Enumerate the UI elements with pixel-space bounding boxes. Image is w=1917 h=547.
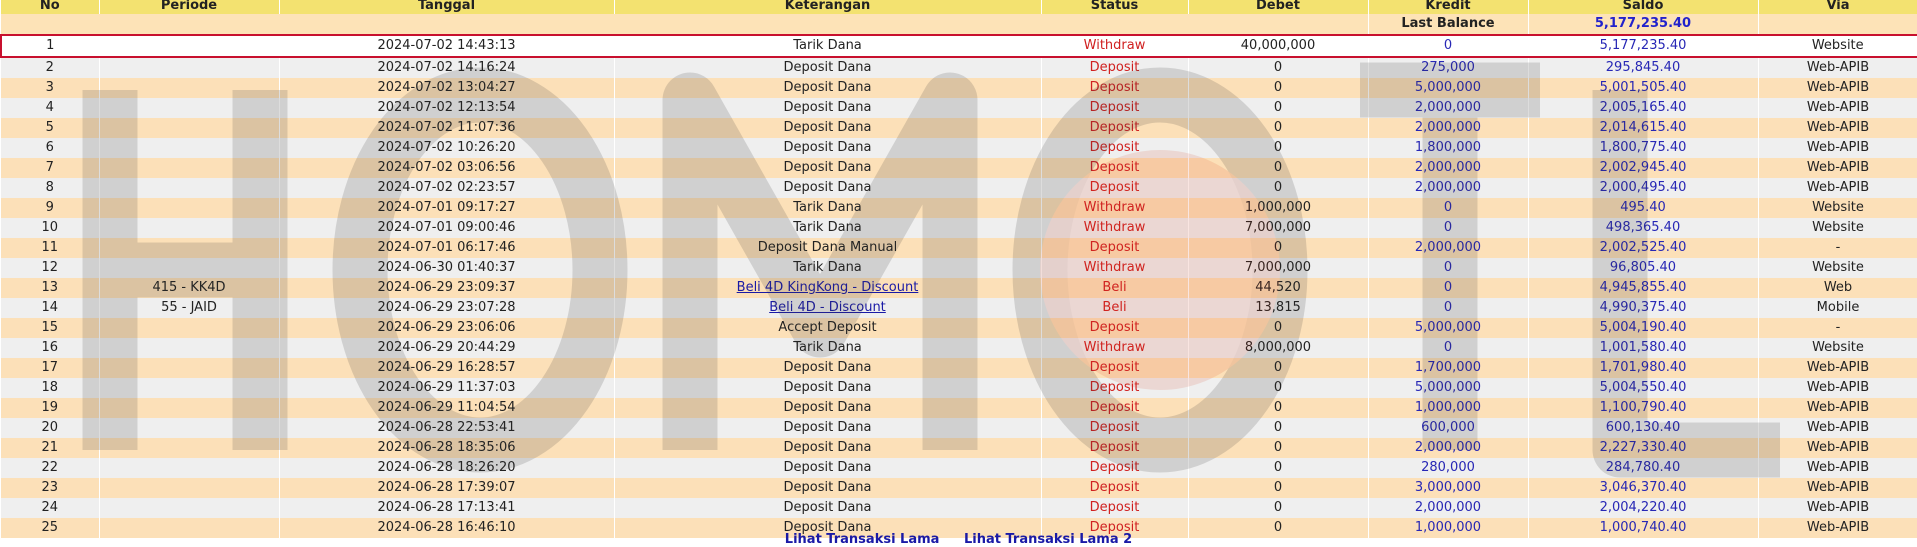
cell-tanggal: 2024-06-28 18:26:20 [279, 458, 614, 478]
cell-keterangan: Tarik Dana [614, 198, 1041, 218]
cell-tanggal: 2024-06-28 16:46:10 [279, 518, 614, 538]
last-balance-value: 5,177,235.40 [1528, 14, 1758, 35]
cell-status: Withdraw [1041, 198, 1188, 218]
cell-keterangan: Deposit Dana [614, 458, 1041, 478]
cell-saldo: 2,005,165.40 [1528, 98, 1758, 118]
cell-keterangan: Deposit Dana Manual [614, 238, 1041, 258]
cell-tanggal: 2024-07-02 12:13:54 [279, 98, 614, 118]
cell-no: 13 [1, 278, 99, 298]
cell-kredit: 0 [1368, 298, 1528, 318]
cell-periode [99, 238, 279, 258]
col-header-tanggal: Tanggal [279, 0, 614, 14]
cell-status: Deposit [1041, 158, 1188, 178]
cell-no: 3 [1, 78, 99, 98]
cell-periode [99, 498, 279, 518]
cell-no: 10 [1, 218, 99, 238]
cell-no: 5 [1, 118, 99, 138]
cell-tanggal: 2024-07-02 03:06:56 [279, 158, 614, 178]
cell-status: Deposit [1041, 518, 1188, 538]
cell-periode [99, 198, 279, 218]
cell-debet: 0 [1188, 57, 1368, 78]
cell-periode [99, 258, 279, 278]
cell-tanggal: 2024-06-29 20:44:29 [279, 338, 614, 358]
cell-no: 19 [1, 398, 99, 418]
cell-no: 24 [1, 498, 99, 518]
cell-status: Withdraw [1041, 35, 1188, 57]
cell-periode [99, 338, 279, 358]
cell-no: 20 [1, 418, 99, 438]
cell-periode [99, 158, 279, 178]
table-row [1, 358, 1917, 378]
last-balance-row [1, 14, 1917, 35]
cell-saldo: 4,990,375.40 [1528, 298, 1758, 318]
cell-saldo: 600,130.40 [1528, 418, 1758, 438]
cell-periode [99, 35, 279, 57]
cell-status: Deposit [1041, 118, 1188, 138]
cell-debet: 0 [1188, 358, 1368, 378]
cell-debet: 0 [1188, 378, 1368, 398]
cell-debet: 7,000,000 [1188, 258, 1368, 278]
cell-keterangan: Deposit Dana [614, 478, 1041, 498]
cell-keterangan: Tarik Dana [614, 338, 1041, 358]
cell-status: Withdraw [1041, 338, 1188, 358]
cell-kredit: 3,000,000 [1368, 478, 1528, 498]
cell-tanggal: 2024-06-29 11:04:54 [279, 398, 614, 418]
table-row [1, 478, 1917, 498]
cell-saldo: 96,805.40 [1528, 258, 1758, 278]
cell-kredit: 2,000,000 [1368, 118, 1528, 138]
cell-debet: 0 [1188, 438, 1368, 458]
cell-status: Deposit [1041, 418, 1188, 438]
cell-keterangan [614, 298, 1041, 318]
cell-via: Website [1758, 198, 1917, 218]
cell-debet: 40,000,000 [1188, 35, 1368, 57]
table-row [1, 218, 1917, 238]
cell-status: Beli [1041, 298, 1188, 318]
cell-tanggal: 2024-06-28 17:39:07 [279, 478, 614, 498]
cell-status: Deposit [1041, 318, 1188, 338]
cell-debet: 1,000,000 [1188, 198, 1368, 218]
cell-no: 21 [1, 438, 99, 458]
cell-debet: 0 [1188, 158, 1368, 178]
cell-tanggal: 2024-06-29 16:28:57 [279, 358, 614, 378]
cell-no: 12 [1, 258, 99, 278]
cell-keterangan: Deposit Dana [614, 378, 1041, 398]
cell-keterangan: Deposit Dana [614, 138, 1041, 158]
cell-no: 23 [1, 478, 99, 498]
cell-status: Deposit [1041, 57, 1188, 78]
cell-debet: 0 [1188, 498, 1368, 518]
cell-no: 4 [1, 98, 99, 118]
cell-keterangan [614, 278, 1041, 298]
table-row [1, 298, 1917, 318]
cell-via: - [1758, 238, 1917, 258]
cell-tanggal: 2024-07-01 09:17:27 [279, 198, 614, 218]
cell-keterangan: Deposit Dana [614, 518, 1041, 538]
cell-status: Deposit [1041, 458, 1188, 478]
cell-via: Web-APIB [1758, 78, 1917, 98]
cell-status: Beli [1041, 278, 1188, 298]
cell-kredit: 5,000,000 [1368, 318, 1528, 338]
cell-via: Web-APIB [1758, 118, 1917, 138]
table-row [1, 498, 1917, 518]
cell-via: Web [1758, 278, 1917, 298]
cell-periode [99, 378, 279, 398]
cell-saldo: 1,701,980.40 [1528, 358, 1758, 378]
cell-tanggal: 2024-06-28 17:13:41 [279, 498, 614, 518]
cell-kredit: 0 [1368, 218, 1528, 238]
cell-keterangan: Deposit Dana [614, 158, 1041, 178]
cell-kredit: 5,000,000 [1368, 78, 1528, 98]
cell-keterangan: Deposit Dana [614, 498, 1041, 518]
cell-kredit: 1,000,000 [1368, 518, 1528, 538]
cell-periode [99, 57, 279, 78]
cell-saldo: 295,845.40 [1528, 57, 1758, 78]
cell-via: Web-APIB [1758, 98, 1917, 118]
table-row [1, 338, 1917, 358]
cell-keterangan: Deposit Dana [614, 57, 1041, 78]
cell-no: 8 [1, 178, 99, 198]
table-row [1, 35, 1917, 57]
cell-no: 15 [1, 318, 99, 338]
table-row [1, 258, 1917, 278]
cell-periode [99, 418, 279, 438]
cell-via: Web-APIB [1758, 458, 1917, 478]
cell-kredit: 1,700,000 [1368, 358, 1528, 378]
cell-saldo: 1,100,790.40 [1528, 398, 1758, 418]
col-header-keterangan: Keterangan [614, 0, 1041, 14]
table-row [1, 398, 1917, 418]
cell-no: 14 [1, 298, 99, 318]
cell-saldo: 3,046,370.40 [1528, 478, 1758, 498]
cell-keterangan: Deposit Dana [614, 118, 1041, 138]
cell-kredit: 5,000,000 [1368, 378, 1528, 398]
link-old-transactions-2[interactable]: Lihat Transaksi Lama 2 [963, 532, 1133, 547]
cell-keterangan: Deposit Dana [614, 418, 1041, 438]
cell-via: Web-APIB [1758, 138, 1917, 158]
last-balance-label: Last Balance [1368, 14, 1528, 35]
cell-status: Withdraw [1041, 218, 1188, 238]
cell-saldo: 495.40 [1528, 198, 1758, 218]
cell-tanggal: 2024-06-30 01:40:37 [279, 258, 614, 278]
cell-debet: 0 [1188, 318, 1368, 338]
cell-via: Website [1758, 338, 1917, 358]
cell-tanggal: 2024-07-02 14:16:24 [279, 57, 614, 78]
cell-no: 25 [1, 518, 99, 538]
cell-kredit: 2,000,000 [1368, 238, 1528, 258]
cell-kredit: 0 [1368, 258, 1528, 278]
cell-via: Web-APIB [1758, 358, 1917, 378]
cell-periode [99, 478, 279, 498]
cell-via: Website [1758, 218, 1917, 238]
cell-keterangan: Accept Deposit [614, 318, 1041, 338]
table-row [1, 158, 1917, 178]
table-row [1, 378, 1917, 398]
col-header-debet: Debet [1188, 0, 1368, 14]
cell-no: 2 [1, 57, 99, 78]
table-row [1, 438, 1917, 458]
cell-status: Deposit [1041, 138, 1188, 158]
cell-periode [99, 318, 279, 338]
col-header-status: Status [1041, 0, 1188, 14]
cell-status: Deposit [1041, 238, 1188, 258]
transaction-link[interactable]: Beli 4D KingKong - Discount [736, 280, 919, 295]
cell-periode [99, 138, 279, 158]
table-row [1, 78, 1917, 98]
cell-tanggal: 2024-06-29 23:07:28 [279, 298, 614, 318]
cell-kredit: 2,000,000 [1368, 498, 1528, 518]
cell-saldo: 1,000,740.40 [1528, 518, 1758, 538]
cell-tanggal: 2024-07-02 13:04:27 [279, 78, 614, 98]
cell-kredit: 1,800,000 [1368, 138, 1528, 158]
cell-keterangan: Deposit Dana [614, 78, 1041, 98]
cell-kredit: 600,000 [1368, 418, 1528, 438]
table-row [1, 318, 1917, 338]
table-header-row [1, 0, 1917, 14]
cell-periode [99, 78, 279, 98]
col-header-kredit: Kredit [1368, 0, 1528, 14]
cell-via: - [1758, 318, 1917, 338]
cell-saldo: 1,001,580.40 [1528, 338, 1758, 358]
cell-tanggal: 2024-07-02 14:43:13 [279, 35, 614, 57]
table-row [1, 238, 1917, 258]
cell-via: Web-APIB [1758, 438, 1917, 458]
cell-saldo: 2,004,220.40 [1528, 498, 1758, 518]
cell-no: 9 [1, 198, 99, 218]
cell-tanggal: 2024-06-29 23:06:06 [279, 318, 614, 338]
cell-kredit: 0 [1368, 198, 1528, 218]
cell-tanggal: 2024-06-28 22:53:41 [279, 418, 614, 438]
cell-no: 7 [1, 158, 99, 178]
cell-periode [99, 118, 279, 138]
cell-via: Web-APIB [1758, 178, 1917, 198]
cell-status: Deposit [1041, 358, 1188, 378]
cell-no: 22 [1, 458, 99, 478]
table-row [1, 98, 1917, 118]
cell-tanggal: 2024-07-02 11:07:36 [279, 118, 614, 138]
cell-debet: 7,000,000 [1188, 218, 1368, 238]
cell-kredit: 275,000 [1368, 57, 1528, 78]
cell-status: Deposit [1041, 478, 1188, 498]
cell-keterangan: Deposit Dana [614, 358, 1041, 378]
col-header-no: No [1, 0, 99, 14]
table-row [1, 458, 1917, 478]
col-header-periode: Periode [99, 0, 279, 14]
cell-debet: 8,000,000 [1188, 338, 1368, 358]
cell-debet: 0 [1188, 418, 1368, 438]
transaction-link[interactable]: Beli 4D - Discount [769, 300, 886, 315]
cell-status: Deposit [1041, 378, 1188, 398]
cell-debet: 0 [1188, 78, 1368, 98]
cell-tanggal: 2024-06-29 23:09:37 [279, 278, 614, 298]
cell-via: Web-APIB [1758, 378, 1917, 398]
cell-keterangan: Deposit Dana [614, 178, 1041, 198]
cell-no: 18 [1, 378, 99, 398]
cell-no: 1 [1, 35, 99, 57]
cell-status: Deposit [1041, 498, 1188, 518]
table-row [1, 138, 1917, 158]
cell-tanggal: 2024-06-29 11:37:03 [279, 378, 614, 398]
cell-periode: 55 - JAID [99, 298, 279, 318]
cell-tanggal: 2024-06-28 18:35:06 [279, 438, 614, 458]
cell-saldo: 4,945,855.40 [1528, 278, 1758, 298]
cell-kredit: 0 [1368, 338, 1528, 358]
table-row [1, 57, 1917, 78]
cell-tanggal: 2024-07-01 06:17:46 [279, 238, 614, 258]
cell-debet: 0 [1188, 398, 1368, 418]
cell-status: Deposit [1041, 178, 1188, 198]
cell-status: Deposit [1041, 398, 1188, 418]
cell-debet: 0 [1188, 118, 1368, 138]
cell-saldo: 2,000,495.40 [1528, 178, 1758, 198]
cell-tanggal: 2024-07-02 02:23:57 [279, 178, 614, 198]
cell-saldo: 5,001,505.40 [1528, 78, 1758, 98]
cell-periode [99, 178, 279, 198]
table-row [1, 198, 1917, 218]
cell-periode [99, 358, 279, 378]
cell-debet: 0 [1188, 518, 1368, 538]
cell-periode [99, 398, 279, 418]
cell-debet: 0 [1188, 458, 1368, 478]
cell-tanggal: 2024-07-01 09:00:46 [279, 218, 614, 238]
cell-keterangan: Deposit Dana [614, 98, 1041, 118]
cell-no: 11 [1, 238, 99, 258]
cell-saldo: 2,227,330.40 [1528, 438, 1758, 458]
cell-kredit: 280,000 [1368, 458, 1528, 478]
cell-saldo: 1,800,775.40 [1528, 138, 1758, 158]
cell-saldo: 2,002,945.40 [1528, 158, 1758, 178]
cell-saldo: 5,004,550.40 [1528, 378, 1758, 398]
cell-keterangan: Tarik Dana [614, 35, 1041, 57]
table-row [1, 278, 1917, 298]
cell-kredit: 1,000,000 [1368, 398, 1528, 418]
cell-no: 6 [1, 138, 99, 158]
cell-debet: 0 [1188, 478, 1368, 498]
cell-keterangan: Tarik Dana [614, 258, 1041, 278]
link-old-transactions[interactable]: Lihat Transaksi Lama [784, 532, 940, 547]
table-row [1, 418, 1917, 438]
cell-status: Deposit [1041, 438, 1188, 458]
col-header-via: Via [1758, 0, 1917, 14]
cell-via: Website [1758, 35, 1917, 57]
cell-via: Web-APIB [1758, 518, 1917, 538]
cell-status: Deposit [1041, 78, 1188, 98]
cell-via: Web-APIB [1758, 418, 1917, 438]
cell-periode [99, 438, 279, 458]
cell-kredit: 0 [1368, 35, 1528, 57]
table-row [1, 178, 1917, 198]
cell-via: Web-APIB [1758, 478, 1917, 498]
cell-via: Website [1758, 258, 1917, 278]
cell-keterangan: Tarik Dana [614, 218, 1041, 238]
cell-status: Withdraw [1041, 258, 1188, 278]
cell-no: 17 [1, 358, 99, 378]
cell-debet: 0 [1188, 138, 1368, 158]
cell-kredit: 0 [1368, 278, 1528, 298]
cell-saldo: 5,177,235.40 [1528, 35, 1758, 57]
cell-periode: 415 - KK4D [99, 278, 279, 298]
col-header-saldo: Saldo [1528, 0, 1758, 14]
cell-via: Web-APIB [1758, 57, 1917, 78]
cell-tanggal: 2024-07-02 10:26:20 [279, 138, 614, 158]
cell-saldo: 284,780.40 [1528, 458, 1758, 478]
cell-periode [99, 458, 279, 478]
cell-status: Deposit [1041, 98, 1188, 118]
cell-via: Web-APIB [1758, 158, 1917, 178]
cell-keterangan: Deposit Dana [614, 398, 1041, 418]
cell-kredit: 2,000,000 [1368, 98, 1528, 118]
cell-no: 16 [1, 338, 99, 358]
cell-debet: 0 [1188, 238, 1368, 258]
cell-kredit: 2,000,000 [1368, 178, 1528, 198]
table-row [1, 118, 1917, 138]
cell-saldo: 5,004,190.40 [1528, 318, 1758, 338]
cell-debet: 44,520 [1188, 278, 1368, 298]
cell-saldo: 498,365.40 [1528, 218, 1758, 238]
cell-via: Mobile [1758, 298, 1917, 318]
cell-saldo: 2,014,615.40 [1528, 118, 1758, 138]
cell-debet: 0 [1188, 98, 1368, 118]
pagination [0, 532, 1917, 547]
cell-periode [99, 98, 279, 118]
cell-saldo: 2,002,525.40 [1528, 238, 1758, 258]
cell-debet: 0 [1188, 178, 1368, 198]
cell-keterangan: Deposit Dana [614, 438, 1041, 458]
cell-periode [99, 218, 279, 238]
cell-via: Web-APIB [1758, 398, 1917, 418]
cell-kredit: 2,000,000 [1368, 158, 1528, 178]
cell-via: Web-APIB [1758, 498, 1917, 518]
cell-kredit: 2,000,000 [1368, 438, 1528, 458]
cell-debet: 13,815 [1188, 298, 1368, 318]
